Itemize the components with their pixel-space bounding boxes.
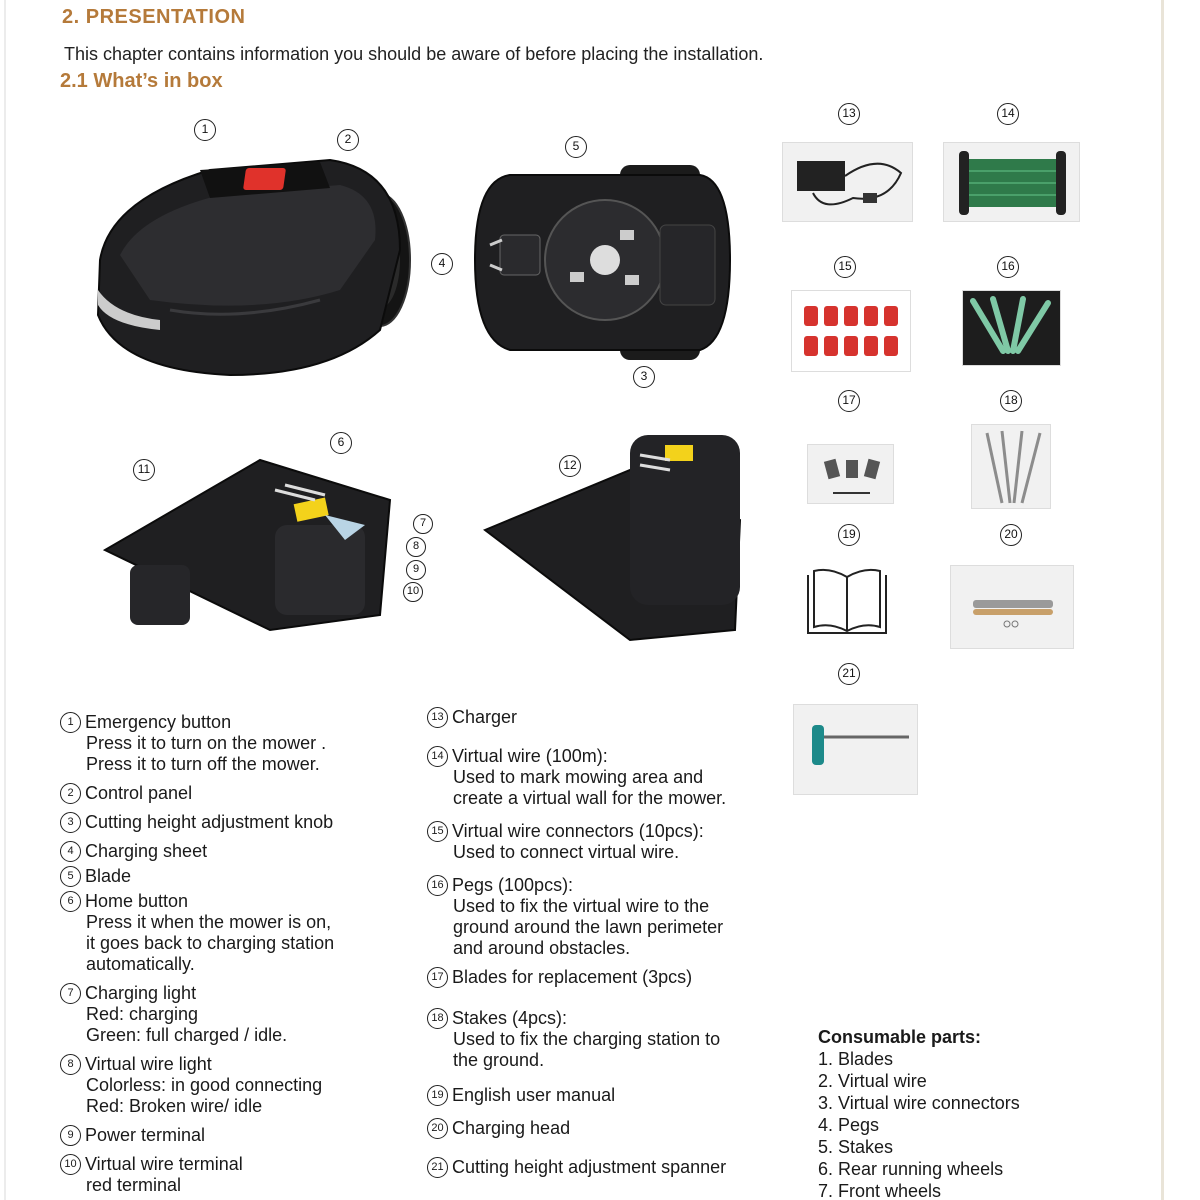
charging-station-left-illustration [100,455,400,635]
subsection-title: 2.1 What’s in box [60,70,223,92]
callout-20: 20 [1000,524,1022,546]
virtual-wire-photo [943,142,1080,222]
legend-number: 21 [427,1157,448,1178]
replacement-blades-photo [807,444,894,504]
callout-10: 10 [403,582,423,602]
legend-desc: it goes back to charging station [86,933,335,953]
legend-item-16 [427,875,807,959]
right-margin-rule [1161,0,1164,1200]
legend-title: Virtual wire connectors (10pcs): [452,821,704,841]
left-margin-rule [4,0,6,1200]
callout-18: 18 [1000,390,1022,412]
legend-title: Charging light [85,983,197,1003]
legend-title: Charging head [452,1118,571,1138]
legend-desc: Used to fix the charging station to [453,1029,721,1049]
legend-item-10 [60,1154,400,1196]
stakes-photo [971,424,1051,509]
legend-item-4 [60,841,400,862]
legend-item-21 [427,1157,807,1178]
pegs-photo [962,290,1061,366]
callout-15: 15 [834,256,856,278]
legend-item-7 [60,983,400,1046]
legend-number: 15 [427,821,448,842]
legend-title: Charging sheet [85,841,208,861]
legend-title: English user manual [452,1085,616,1105]
callout-21: 21 [838,663,860,685]
legend-number: 17 [427,967,448,988]
legend-number: 7 [60,983,81,1004]
legend-number: 18 [427,1008,448,1029]
legend-item-5 [60,866,400,887]
legend-item-20 [427,1118,807,1139]
callout-1: 1 [194,119,216,141]
legend-left-column [60,712,400,1200]
legend-title: Blades for replacement (3pcs) [452,967,693,987]
legend-item-14 [427,746,807,809]
consumable-item: 1. Blades [818,1049,894,1069]
legend-title: Virtual wire terminal [85,1154,243,1174]
consumable-item: 4. Pegs [818,1115,880,1135]
callout-8: 8 [406,537,426,557]
callout-11: 11 [133,459,155,481]
consumables-title: Consumable parts: [818,1027,982,1047]
legend-title: Cutting height adjustment spanner [452,1157,727,1177]
legend-desc: Green: full charged / idle. [86,1025,288,1045]
consumable-parts-list [818,1026,1148,1200]
legend-middle-column [427,707,807,1186]
legend-item-2 [60,783,400,804]
charging-head-photo [950,565,1074,649]
legend-item-13 [427,707,807,728]
callout-19: 19 [838,524,860,546]
legend-number: 14 [427,746,448,767]
consumable-item: 7. Front wheels [818,1181,942,1200]
legend-number: 9 [60,1125,81,1146]
mower-underside-illustration [470,160,750,365]
spanner-photo [793,704,918,795]
legend-desc: Red: charging [86,1004,199,1024]
legend-title: Emergency button [85,712,232,732]
legend-item-9 [60,1125,400,1146]
consumable-item: 3. Virtual wire connectors [818,1093,1020,1113]
legend-title: Pegs (100pcs): [452,875,574,895]
legend-item-8 [60,1054,400,1117]
mower-top-view-illustration [80,140,430,390]
legend-number: 19 [427,1085,448,1106]
legend-number: 3 [60,812,81,833]
legend-desc: ground around the lawn perimeter [453,917,724,937]
charging-station-right-illustration [480,430,750,645]
legend-title: Cutting height adjustment knob [85,812,334,832]
legend-desc: Red: Broken wire/ idle [86,1096,263,1116]
callout-17: 17 [838,390,860,412]
callout-5: 5 [565,136,587,158]
callout-2: 2 [337,129,359,151]
legend-desc: Used to connect virtual wire. [453,842,680,862]
legend-desc: the ground. [453,1050,545,1070]
legend-desc: create a virtual wall for the mower. [453,788,727,808]
callout-14: 14 [997,103,1019,125]
legend-number: 8 [60,1054,81,1075]
legend-number: 13 [427,707,448,728]
legend-item-1 [60,712,400,775]
consumable-item: 5. Stakes [818,1137,894,1157]
legend-title: Power terminal [85,1125,206,1145]
legend-item-17 [427,967,807,988]
callout-16: 16 [997,256,1019,278]
legend-title: Home button [85,891,189,911]
callout-4: 4 [431,253,453,275]
legend-desc: automatically. [86,954,195,974]
callout-3: 3 [633,366,655,388]
consumable-item: 6. Rear running wheels [818,1159,1004,1179]
legend-title: Stakes (4pcs): [452,1008,568,1028]
legend-desc: red terminal [86,1175,182,1195]
legend-number: 5 [60,866,81,887]
legend-title: Virtual wire light [85,1054,212,1074]
legend-title: Control panel [85,783,193,803]
charger-photo [782,142,913,222]
callout-9: 9 [406,560,426,580]
legend-desc: Used to mark mowing area and [453,767,704,787]
section-title: 2. PRESENTATION [62,6,246,28]
legend-title: Virtual wire (100m): [452,746,608,766]
user-manual-illustration [804,567,890,641]
legend-number: 1 [60,712,81,733]
legend-item-3 [60,812,400,833]
legend-item-15 [427,821,807,863]
legend-number: 16 [427,875,448,896]
legend-title: Blade [85,866,132,886]
callout-13: 13 [838,103,860,125]
legend-number: 4 [60,841,81,862]
callout-7: 7 [413,514,433,534]
legend-number: 10 [60,1154,81,1175]
wire-connectors-photo [791,290,911,372]
callout-6: 6 [330,432,352,454]
legend-item-19 [427,1085,807,1106]
legend-number: 20 [427,1118,448,1139]
callout-12: 12 [559,455,581,477]
legend-desc: Used to fix the virtual wire to the [453,896,710,916]
legend-desc: and around obstacles. [453,938,631,958]
legend-desc: Colorless: in good connecting [86,1075,323,1095]
legend-desc: Press it to turn on the mower . [86,733,327,753]
legend-desc: Press it to turn off the mower. [86,754,320,774]
consumable-item: 2. Virtual wire [818,1071,927,1091]
legend-number: 6 [60,891,81,912]
legend-item-6 [60,891,400,975]
intro-text: This chapter contains information you should be aware of before placing the installation. [64,44,764,64]
legend-desc: Press it when the mower is on, [86,912,332,932]
legend-number: 2 [60,783,81,804]
legend-item-18 [427,1008,807,1071]
legend-title: Charger [452,707,518,727]
